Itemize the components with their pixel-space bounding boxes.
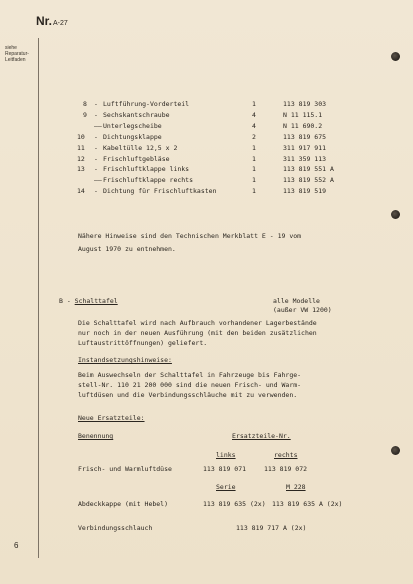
neue-title: Neue Ersatzteile: <box>78 414 145 422</box>
part-description: Frischluftgebläse <box>103 154 170 163</box>
para-line-2: nur noch in der neuen Ausführung (mit den beiden zusätzlichen <box>78 329 317 337</box>
part-separator: —— <box>94 176 102 185</box>
part-number: 113 819 675 <box>283 132 327 141</box>
part-number-index: 11 <box>77 143 85 152</box>
sub-serie: Serie <box>216 483 236 491</box>
row1-name: Frisch- und Warmluftdüse <box>78 465 172 473</box>
instand-title: Instandsetzungshinweise: <box>78 356 172 364</box>
part-separator: - <box>94 132 98 141</box>
part-number-index: 9 <box>83 110 87 119</box>
instand-line-3: luftdüsen und die Verbindungsschläuche mit zu verwenden. <box>78 391 298 399</box>
part-number-index: 10 <box>77 132 85 141</box>
part-number: 113 819 519 <box>283 187 327 196</box>
part-quantity: 4 <box>252 110 256 119</box>
note-line-2: August 1970 zu entnehmen. <box>78 245 176 253</box>
part-separator: - <box>94 154 98 163</box>
row3-name: Verbindungsschlauch <box>78 524 153 532</box>
row1-rechts: 113 819 072 <box>264 465 308 473</box>
section-b-title: Schalttafel <box>74 297 118 305</box>
part-number: 113 819 552 A <box>283 176 334 185</box>
part-quantity: 1 <box>252 165 256 174</box>
part-number-index: 13 <box>77 165 85 174</box>
part-description: Frischluftklappe links <box>103 165 190 174</box>
part-separator: - <box>94 165 98 174</box>
col-ersatzteile: Ersatzteile-Nr. <box>232 432 291 440</box>
section-b-prefix: B - <box>59 297 75 305</box>
part-quantity: 2 <box>252 132 256 141</box>
part-number-index: 12 <box>77 154 85 163</box>
nr-label: Nr. <box>36 14 53 28</box>
part-quantity: 1 <box>252 176 256 185</box>
models-line-2: (außer VW 1200) <box>273 306 332 314</box>
part-number: N 11 115.1 <box>283 110 323 119</box>
para-line-1: Die Schalttafel wird nach Aufbrauch vorhandener Lagerbestände <box>78 319 317 327</box>
instand-line-1: Beim Auswechseln der Schalttafel in Fahrzeuge bis Fahrge- <box>78 371 302 379</box>
part-separator: - <box>94 143 98 152</box>
part-quantity: 1 <box>252 143 256 152</box>
models-line-1: alle Modelle <box>273 297 320 305</box>
part-description: Frischluftklappe rechts <box>103 176 194 185</box>
part-separator: - <box>94 187 98 196</box>
punch-hole-top <box>391 52 400 61</box>
sidebar-note-1: siehe <box>5 45 17 51</box>
part-description: Luftführung-Vorderteil <box>103 100 190 108</box>
part-description: Kabeltülle 12,5 x 2 <box>103 143 178 152</box>
row2-serie: 113 819 635 (2x) <box>203 500 266 508</box>
sidebar-note-3: Leitfaden <box>5 57 26 63</box>
part-number: 113 819 551 A <box>283 165 334 174</box>
part-quantity: 4 <box>252 121 256 130</box>
nr-value: A-27 <box>53 20 68 27</box>
part-description: Unterlegscheibe <box>103 121 162 130</box>
punch-hole-middle <box>391 210 400 219</box>
part-quantity: 1 <box>252 187 256 196</box>
page-number: 6 <box>14 541 19 550</box>
section-b-heading <box>59 297 118 305</box>
part-description: Dichtung für Frischluftkasten <box>103 187 217 196</box>
part-separator: - <box>94 100 98 108</box>
part-quantity: 1 <box>252 154 256 163</box>
part-number: 311 917 911 <box>283 143 327 152</box>
part-number: 113 819 303 <box>283 100 327 108</box>
part-number: 311 359 113 <box>283 154 327 163</box>
note-line-1: Nähere Hinweise sind den Technischen Merkblatt E - 19 vom <box>78 232 302 240</box>
sidebar-note-2: Reparatur- <box>5 51 29 57</box>
part-description: Sechskantschraube <box>103 110 170 119</box>
part-separator: - <box>94 110 98 119</box>
row1-links: 113 819 071 <box>203 465 247 473</box>
part-separator: —— <box>94 121 102 130</box>
margin-rule <box>38 38 39 558</box>
punch-hole-bottom <box>391 446 400 455</box>
part-description: Dichtungsklappe <box>103 132 162 141</box>
sub-m228: M 228 <box>286 483 306 491</box>
sub-links: links <box>216 451 236 459</box>
header-number <box>36 14 68 28</box>
row3-value: 113 819 717 A (2x) <box>236 524 307 532</box>
part-number: N 11 690.2 <box>283 121 323 130</box>
row2-m228: 113 819 635 A (2x) <box>272 500 343 508</box>
part-number-index: 8 <box>83 100 87 108</box>
sub-rechts: rechts <box>274 451 298 459</box>
part-quantity: 1 <box>252 100 256 108</box>
part-number-index: 14 <box>77 187 85 196</box>
instand-line-2: stell-Nr. 110 21 200 000 sind die neuen Frisch- und Warm- <box>78 381 302 389</box>
row2-name: Abdeckkappe (mit Hebel) <box>78 500 169 508</box>
col-benennung: Benennung <box>78 432 114 440</box>
para-line-3: Luftaustrittöffnungen) geliefert. <box>78 339 208 347</box>
